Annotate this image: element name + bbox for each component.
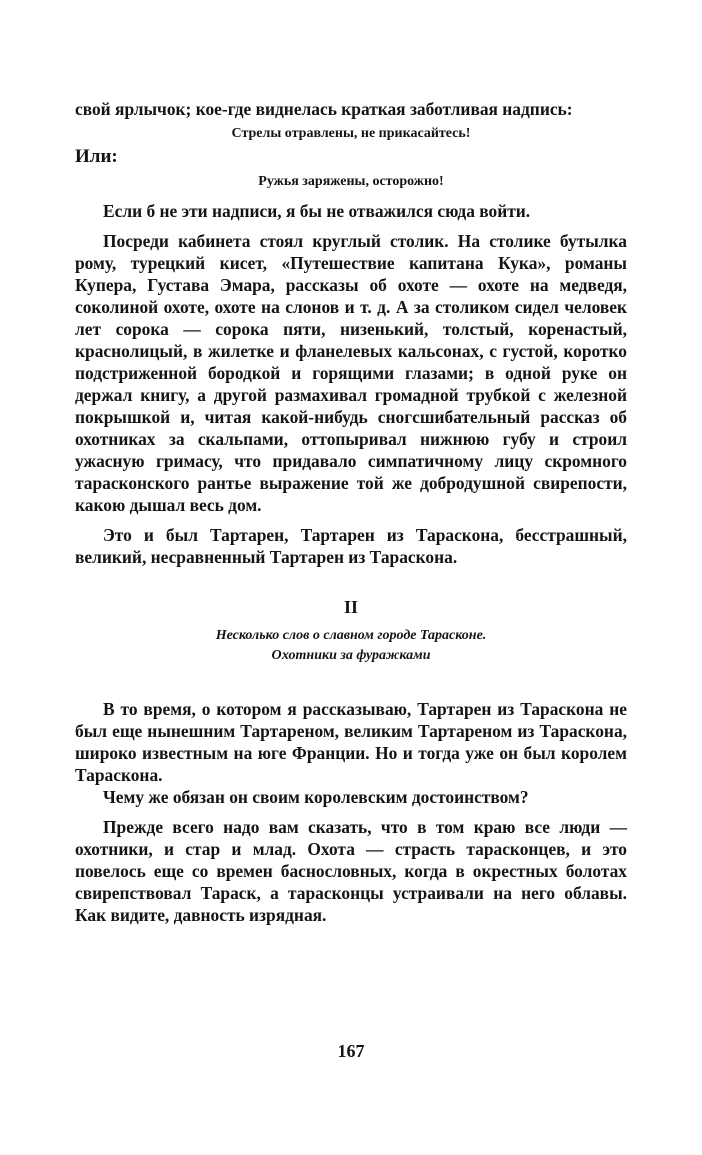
chapter-title-line-2: Охотники за фуражками	[271, 648, 431, 663]
chapter-title-line-1: Несколько слов о славном городе Тарасконе.	[215, 628, 487, 643]
chapter-number: II	[343, 597, 358, 617]
paragraph-ili: Или:	[75, 146, 118, 167]
paragraph-if-not: Если б не эти надписи, я бы не отважился сюда войти.	[103, 201, 531, 221]
paragraph-first-of-all: Прежде всего надо вам сказать, что в том краю все люди — охотники, и стар и млад. Охота — страсть тарасконцев, и это повелось еще со времен баснословных, когда в окрестных болотах свирепствовал Тараск, а тарасконцы устраивали на него облавы. Как видите, давность изрядная.	[75, 817, 627, 925]
paragraph-at-that-time: В то время, о котором я рассказываю, Тартарен из Тараскона не был еще нынешним Тартареном, великим Тартареном из Тараскона, широко известным на юге Франции. Но и тогда уже он был королем Тараскона.	[75, 699, 627, 785]
paragraph-this-was: Это и был Тартарен, Тартарен из Тараскона, бесстрашный, великий, несравненный Тартарен из Тараскона.	[75, 525, 627, 567]
paragraph-center-room: Посреди кабинета стоял круглый столик. На столике бутылка рому, турецкий кисет, «Путешествие капитана Кука», романы Купера, Густава Эмара, рассказы об охоте — охоте на медведя, соколиной охоте, охоте на слонов и т. д. А за столиком сидел человек лет сорока — сорока пяти, низенький, толстый, коренастый, краснолицый, в жилетке и фланелевых кальсонах, с густой, коротко подстриженной бородкой и горящими глазами; в одной руке он держал книгу, а другой размахивал громадной трубкой с железной покрышкой и, читая какой-нибудь сногсшибательный рассказ об охотниках за скальпами, оттопыривал нижнюю губу и строил ужасную гримасу, что придавало симпатичному лицу скромного тарасконского рантье выражение той же добродушной свирепости, какою дышал весь дом.	[75, 231, 627, 515]
page-number: 167	[337, 1041, 365, 1061]
paragraph-why: Чему же обязан он своим королевским достоинством?	[103, 787, 529, 807]
warning-arrows: Стрелы отравлены, не прикасайтесь!	[231, 126, 471, 141]
page-text	[75, 98, 627, 926]
warning-guns: Ружья заряжены, осторожно!	[258, 174, 444, 189]
paragraph-intro: свой ярлычок; кое-где виднелась краткая заботливая надпись:	[75, 99, 573, 119]
